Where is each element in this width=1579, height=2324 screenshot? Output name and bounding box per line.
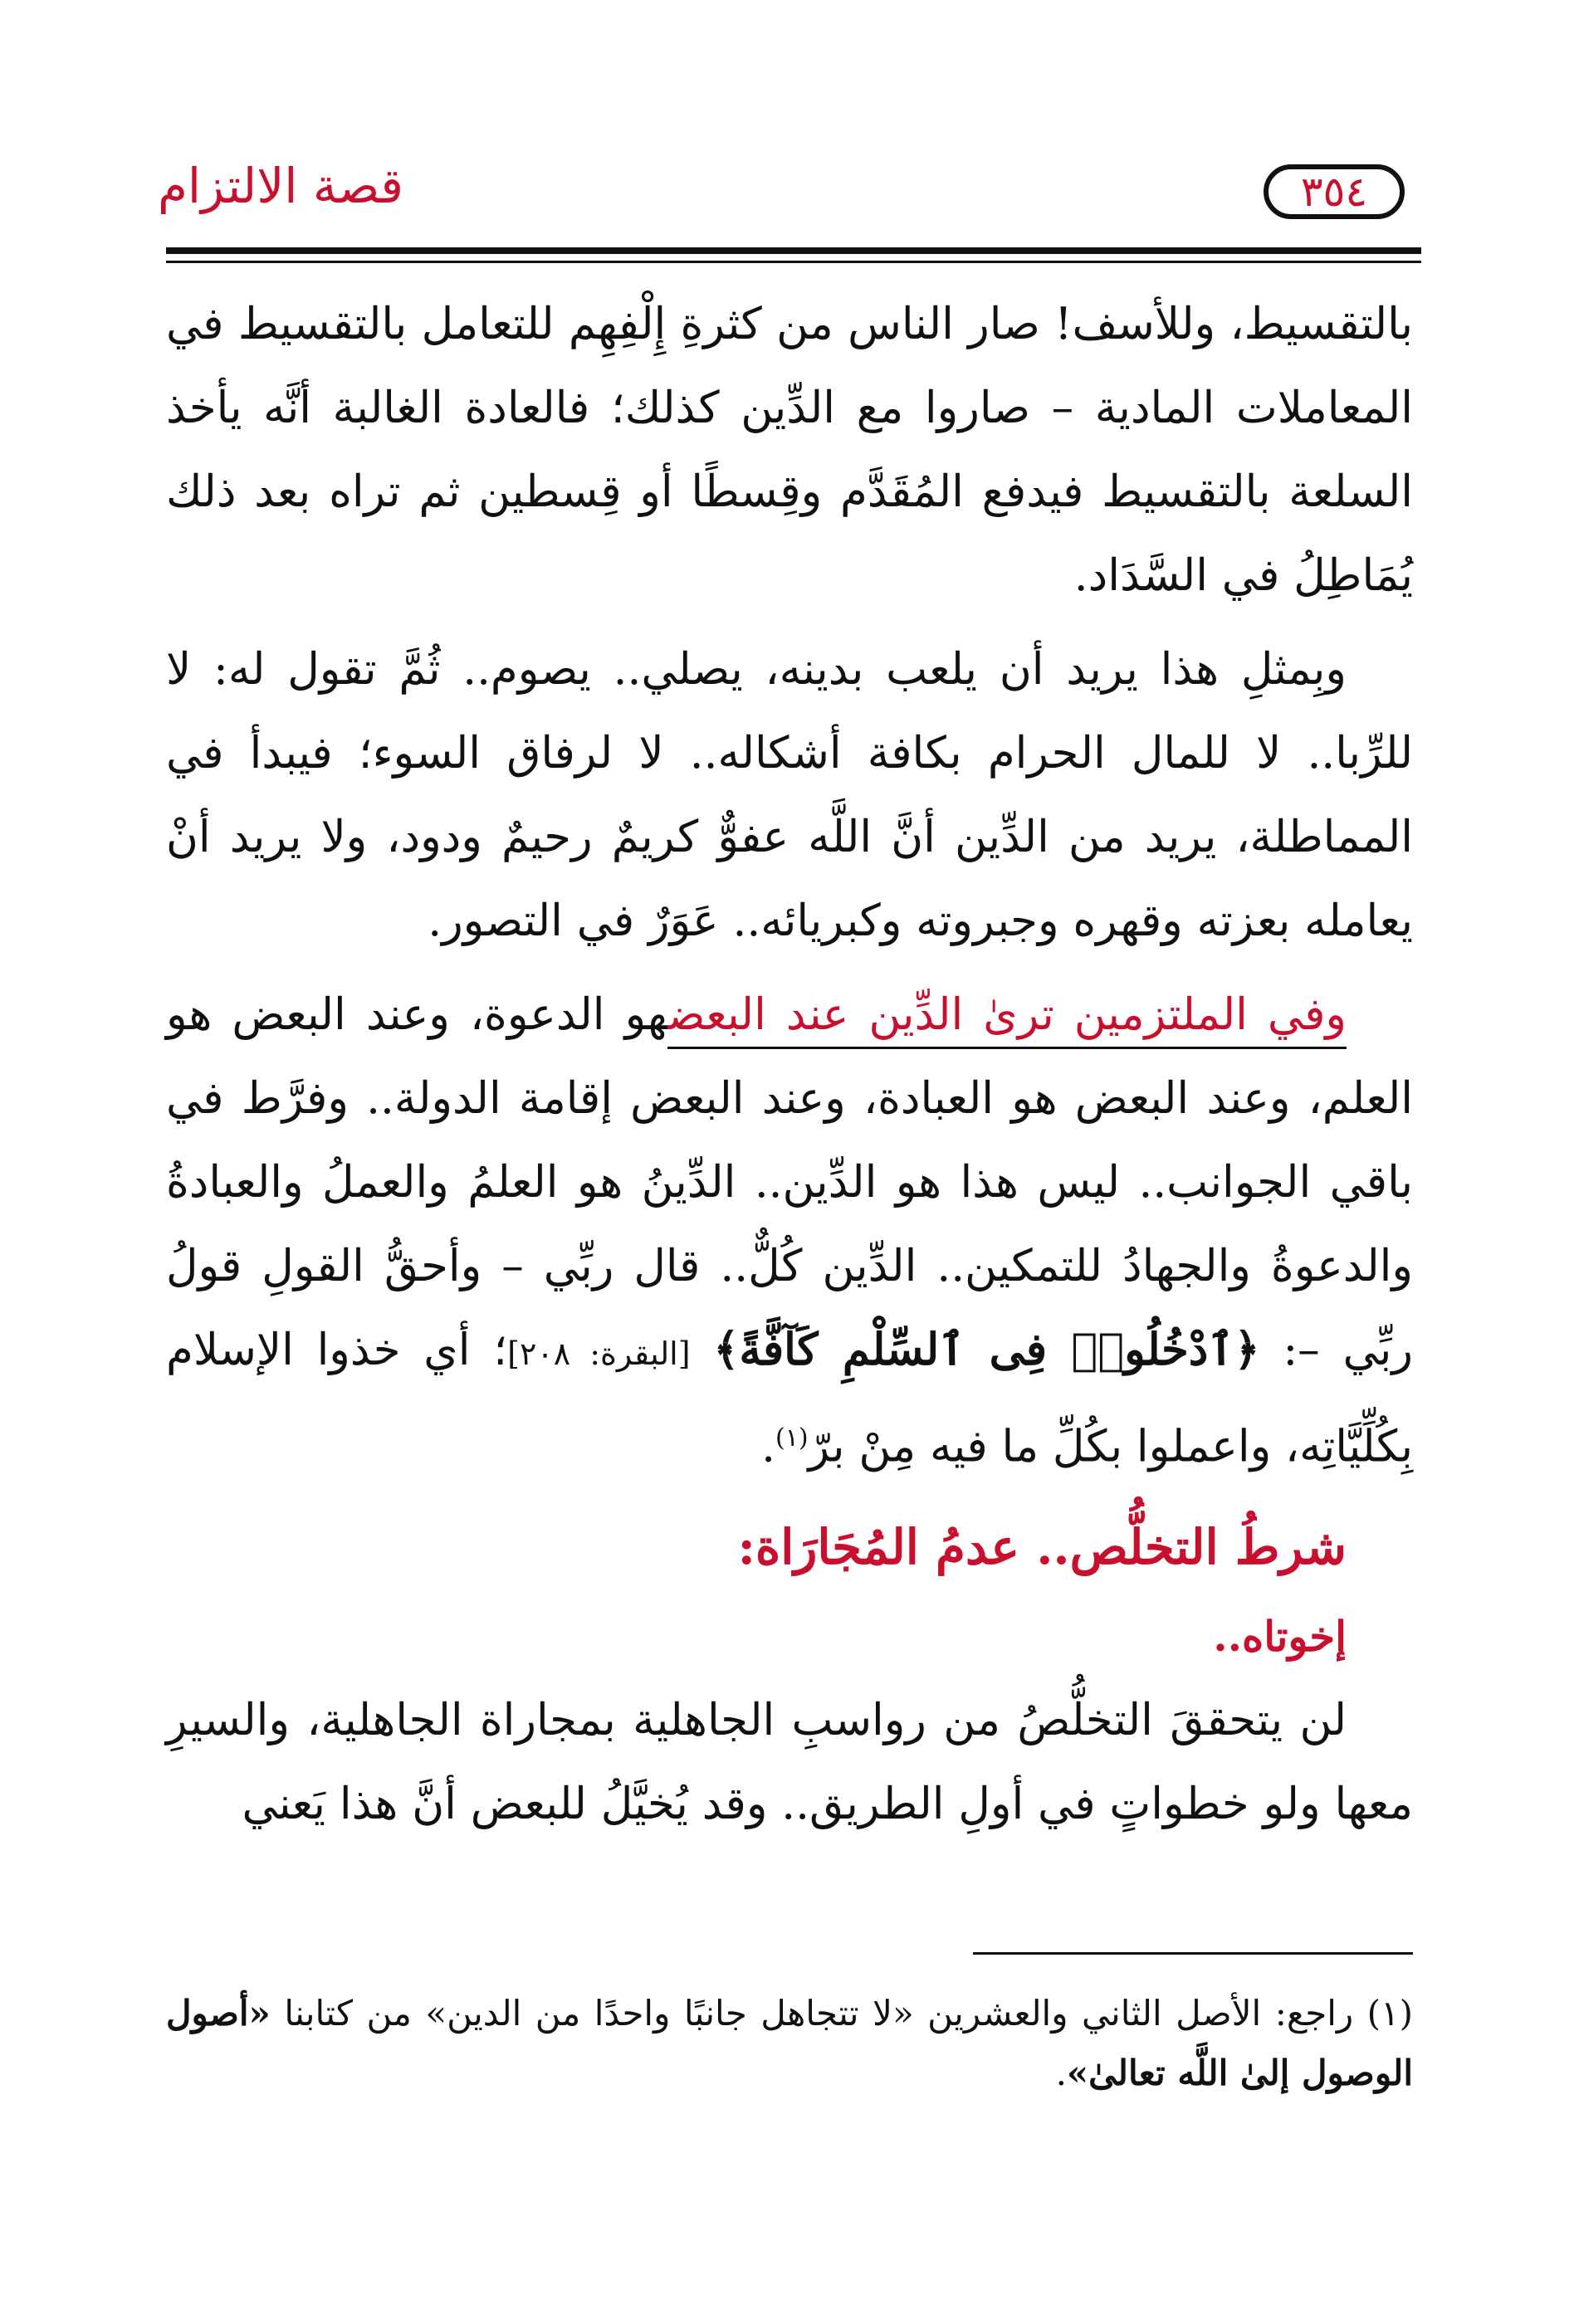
main-text	[166, 282, 1413, 1846]
footnote-marker[interactable]: (١)	[775, 1423, 809, 1452]
paragraph-3-end: ؛ أي خذوا الإسلام بِكُلِّيَّاتِه، واعملوا بكُلِّ ما فيه مِنْ برّ	[166, 1325, 1413, 1472]
footnote-text: (١) راجع: الأصل الثاني والعشرين «لا تتجاهل جانبًا واحدًا من الدين» من كتابنا	[284, 1993, 1413, 2034]
quran-verse: ﴿ٱدْخُلُوا۟ فِى ٱلسِّلْمِ كَآفَّةً﴾	[713, 1324, 1260, 1375]
page-number: ٣٥٤	[1300, 168, 1368, 216]
paragraph-3-text: هو الدعوة، وعند البعض هو العلم، وعند البعض هو العبادة، وعند البعض إقامة الدولة.. وفرَّط في باقي الجوانب.. ليس هذا هو الدِّين.. الدِّينُ هو العلمُ والعملُ والعبادةُ والدعوةُ والجهادُ للتمكين.. الدِّين كُلٌّ.. قال ربِّي – وأحقُّ القولِ قولُ ربِّي –:	[166, 989, 1413, 1375]
highlighted-phrase: وفي الملتزمين ترىٰ الدِّين عند البعض	[667, 989, 1347, 1049]
footnote-book-title: «أصول الوصول إلىٰ اللَّه تعالىٰ»	[166, 1993, 1413, 2093]
paragraph-4: لن يتحققَ التخلُّصُ من رواسبِ الجاهلية بمجاراة الجاهلية، والسيرِ معها ولو خطواتٍ في أولِ الطريق.. وقد يُخيَّلُ للبعض أنَّ هذا يَعني	[166, 1694, 1413, 1829]
paragraph-2: وبِمثلِ هذا يريد أن يلعب بدينه، يصلي.. يصوم.. ثُمَّ تقول له: لا للرِّبا.. لا للمال الحرام بكافة أشكاله.. لا لرفاق السوء؛ فيبدأ في المماطلة، يريد من الدِّين أنَّ اللَّه عفوٌّ كريمٌ رحيمٌ ودود، ولا يريد أنْ يعامله بعزته وقهره وجبروته وكبريائه.. عَوَرٌ في التصور.	[166, 644, 1413, 946]
running-header-title: قصة الالتزام	[158, 158, 403, 214]
footnote-separator	[973, 1952, 1413, 1955]
page-number-badge	[1264, 164, 1405, 219]
footnote	[166, 1984, 1413, 2103]
header-rule-thin	[166, 261, 1421, 263]
verse-reference: [البقرة: ٢٠٨]	[507, 1335, 691, 1372]
paragraph-3-dot: .	[761, 1421, 775, 1472]
paragraph-3	[166, 973, 1413, 1489]
paragraph-1: بالتقسيط، وللأسف! صار الناس من كثرةِ إِلْفِهِم للتعامل بالتقسيط في المعاملات المادية – صاروا مع الدِّين كذلك؛ فالعادة الغالبة أنَّه يأخذ السلعة بالتقسيط فيدفع المُقَدَّم وقِسطًا أو قِسطين ثم تراه بعد ذلك يُمَاطِلُ في السَّدَاد.	[166, 299, 1413, 601]
sub-heading: إخوتاه..	[1213, 1611, 1347, 1661]
header-rule-thick	[166, 247, 1421, 254]
section-heading: شرطُ التخلُّص.. عدمُ المُجَارَاة:	[737, 1518, 1347, 1575]
footnote-end: .	[1055, 2053, 1067, 2093]
